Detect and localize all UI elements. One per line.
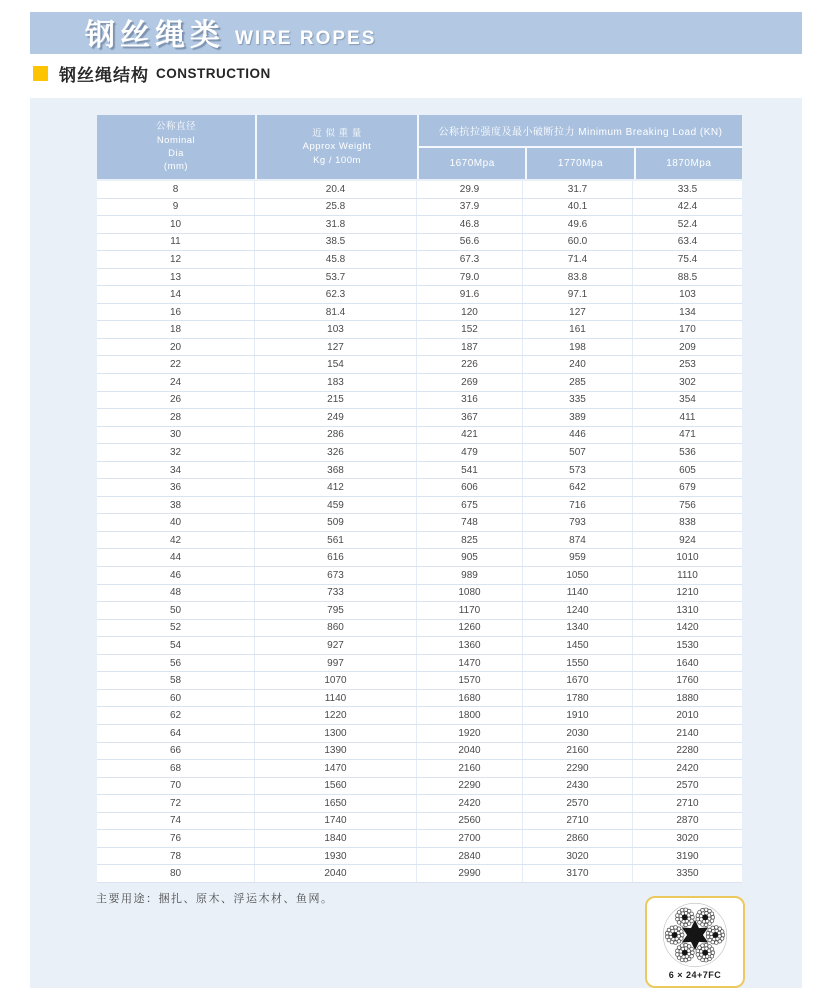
table-cell: 16	[97, 304, 255, 321]
table-cell: 80	[97, 865, 255, 882]
table-cell: 838	[679, 517, 696, 529]
table-cell: 88.5	[677, 271, 698, 283]
table-cell: 2990	[417, 865, 523, 882]
table-cell: 1760	[676, 675, 699, 687]
page-title-en: WIRE ROPES	[235, 28, 377, 49]
table-cell: 989	[417, 567, 523, 584]
table-cell: 2700	[417, 830, 523, 847]
table-row	[97, 199, 742, 217]
table-row	[97, 585, 742, 603]
table-cell: 62.3	[255, 286, 417, 303]
table-cell: 1310	[676, 604, 699, 616]
table-cell: 1570	[417, 672, 523, 689]
table-cell: 161	[523, 321, 633, 338]
table-cell: 286	[255, 427, 417, 444]
table-cell: 479	[417, 444, 523, 461]
table-cell: 68	[97, 760, 255, 777]
table-row	[97, 286, 742, 304]
col-header-line: (mm)	[163, 161, 189, 173]
table-cell: 459	[255, 497, 417, 514]
table-cell: 285	[523, 374, 633, 391]
table-cell: 905	[417, 549, 523, 566]
table-cell: 72	[97, 795, 255, 812]
table-cell: 134	[679, 306, 696, 318]
table-row	[97, 567, 742, 585]
table-cell: 8	[97, 181, 255, 198]
table-cell: 825	[417, 532, 523, 549]
table-cell: 10	[97, 216, 255, 233]
table-cell: 170	[679, 324, 696, 336]
table-cell: 240	[523, 356, 633, 373]
table-cell: 2840	[417, 848, 523, 865]
table-cell: 70	[97, 778, 255, 795]
table-cell: 20.4	[255, 181, 417, 198]
table-cell: 54	[97, 637, 255, 654]
breaking-load-subheaders	[419, 148, 742, 179]
table-cell: 45.8	[255, 251, 417, 268]
table-cell: 2160	[523, 743, 633, 760]
table-cell: 606	[417, 479, 523, 496]
table-cell: 924	[679, 534, 696, 546]
table-cell: 2040	[417, 743, 523, 760]
table-cell: 1450	[523, 637, 633, 654]
table-cell: 64	[97, 725, 255, 742]
table-cell: 1140	[523, 585, 633, 602]
table-cell: 860	[255, 620, 417, 637]
table-cell: 56	[97, 655, 255, 672]
table-cell: 1840	[255, 830, 417, 847]
table-cell: 103	[679, 289, 696, 301]
table-cell: 368	[255, 462, 417, 479]
table-cell: 716	[523, 497, 633, 514]
table-cell: 76	[97, 830, 255, 847]
table-row	[97, 234, 742, 252]
table-cell: 34	[97, 462, 255, 479]
table-cell: 120	[417, 304, 523, 321]
table-cell: 1780	[523, 690, 633, 707]
table-row	[97, 462, 742, 480]
table-cell: 127	[523, 304, 633, 321]
table-cell: 1470	[417, 655, 523, 672]
table-row	[97, 602, 742, 620]
table-cell: 1070	[255, 672, 417, 689]
table-cell: 28	[97, 409, 255, 426]
table-row	[97, 339, 742, 357]
table-cell: 509	[255, 514, 417, 531]
breaking-load-group-label: 公称抗拉强度及最小破断拉力 Minimum Breaking Load (KN)	[419, 115, 742, 146]
table-cell: 874	[523, 532, 633, 549]
table-cell: 2710	[676, 797, 699, 809]
table-cell: 2030	[523, 725, 633, 742]
table-cell: 67.3	[417, 251, 523, 268]
table-cell: 40	[97, 514, 255, 531]
table-cell: 209	[679, 341, 696, 353]
table-row	[97, 374, 742, 392]
table-cell: 13	[97, 269, 255, 286]
col-header-line: 近 似 重 量	[312, 128, 362, 140]
usage-note: 主要用途：捆扎、原木、浮运木材、鱼网。	[96, 893, 334, 905]
table-cell: 561	[255, 532, 417, 549]
table-cell: 1300	[255, 725, 417, 742]
table-cell: 2160	[417, 760, 523, 777]
table-row	[97, 655, 742, 673]
table-cell: 3350	[676, 868, 699, 880]
table-cell: 1880	[676, 692, 699, 704]
table-cell: 226	[417, 356, 523, 373]
table-cell: 1010	[676, 552, 699, 564]
table-cell: 24	[97, 374, 255, 391]
table-cell: 541	[417, 462, 523, 479]
table-row	[97, 269, 742, 287]
table-cell: 756	[679, 499, 696, 511]
table-cell: 733	[255, 585, 417, 602]
table-cell: 63.4	[677, 236, 698, 248]
table-cell: 36	[97, 479, 255, 496]
col-header-line: 公称直径	[155, 121, 196, 133]
table-cell: 50	[97, 602, 255, 619]
table-row	[97, 392, 742, 410]
table-row	[97, 743, 742, 761]
table-cell: 40.1	[523, 199, 633, 216]
table-cell: 1240	[523, 602, 633, 619]
table-cell: 44	[97, 549, 255, 566]
subheader-1770mpa: 1770Mpa	[527, 148, 633, 179]
table-cell: 79.0	[417, 269, 523, 286]
col-header-breaking-load-group	[419, 115, 742, 179]
table-cell: 1080	[417, 585, 523, 602]
table-cell: 9	[97, 199, 255, 216]
table-row	[97, 725, 742, 743]
table-cell: 127	[255, 339, 417, 356]
table-cell: 573	[523, 462, 633, 479]
table-cell: 2570	[523, 795, 633, 812]
table-cell: 52.4	[677, 218, 698, 230]
table-row	[97, 760, 742, 778]
table-cell: 154	[255, 356, 417, 373]
table-row	[97, 181, 742, 199]
table-cell: 29.9	[417, 181, 523, 198]
table-cell: 91.6	[417, 286, 523, 303]
table-cell: 2420	[676, 762, 699, 774]
table-cell: 367	[417, 409, 523, 426]
table-cell: 49.6	[523, 216, 633, 233]
table-cell: 249	[255, 409, 417, 426]
table-cell: 316	[417, 392, 523, 409]
table-cell: 60.0	[523, 234, 633, 251]
table-cell: 335	[523, 392, 633, 409]
table-cell: 1210	[676, 587, 699, 599]
table-cell: 1800	[417, 707, 523, 724]
table-cell: 997	[255, 655, 417, 672]
table-row	[97, 620, 742, 638]
table-row	[97, 321, 742, 339]
table-row	[97, 690, 742, 708]
table-cell: 215	[255, 392, 417, 409]
subheader-1870mpa: 1870Mpa	[636, 148, 742, 179]
table-cell: 2280	[676, 745, 699, 757]
section-title-en: CONSTRUCTION	[156, 66, 271, 81]
rope-cross-section-icon	[661, 901, 729, 969]
table-row	[97, 778, 742, 796]
table-cell: 1670	[523, 672, 633, 689]
table-cell: 31.7	[523, 181, 633, 198]
table-cell: 3170	[523, 865, 633, 882]
table-cell: 642	[523, 479, 633, 496]
table-cell: 1110	[677, 569, 698, 581]
table-cell: 1550	[523, 655, 633, 672]
table-cell: 14	[97, 286, 255, 303]
table-row	[97, 251, 742, 269]
col-header-line: Approx Weight	[302, 141, 372, 153]
table-cell: 471	[679, 429, 696, 441]
table-row	[97, 637, 742, 655]
table-cell: 62	[97, 707, 255, 724]
table-cell: 673	[255, 567, 417, 584]
table-cell: 793	[523, 514, 633, 531]
table-cell: 1140	[255, 690, 417, 707]
table-cell: 31.8	[255, 216, 417, 233]
table-cell: 42	[97, 532, 255, 549]
table-cell: 1170	[417, 602, 523, 619]
table-cell: 253	[679, 359, 696, 371]
table-cell: 37.9	[417, 199, 523, 216]
table-cell: 1560	[255, 778, 417, 795]
table-cell: 3190	[676, 850, 699, 862]
table-cell: 748	[417, 514, 523, 531]
table-cell: 679	[679, 482, 696, 494]
spec-table	[97, 115, 742, 883]
col-header-line: Dia	[168, 148, 184, 159]
table-cell: 2010	[676, 710, 699, 722]
table-cell: 46	[97, 567, 255, 584]
section-heading	[33, 61, 271, 86]
table-row	[97, 304, 742, 322]
table-row	[97, 427, 742, 445]
table-cell: 2430	[523, 778, 633, 795]
table-cell: 198	[523, 339, 633, 356]
table-cell: 11	[97, 234, 255, 251]
table-cell: 1340	[523, 620, 633, 637]
table-row	[97, 479, 742, 497]
table-cell: 2870	[676, 815, 699, 827]
table-cell: 421	[417, 427, 523, 444]
table-cell: 38.5	[255, 234, 417, 251]
table-cell: 2860	[523, 830, 633, 847]
table-cell: 1470	[255, 760, 417, 777]
table-cell: 2140	[676, 727, 699, 739]
table-row	[97, 216, 742, 234]
table-cell: 1740	[255, 813, 417, 830]
table-cell: 58	[97, 672, 255, 689]
rope-construction-label: 6 × 24+7FC	[668, 970, 722, 980]
table-cell: 2710	[523, 813, 633, 830]
table-cell: 1910	[523, 707, 633, 724]
table-row	[97, 549, 742, 567]
table-row	[97, 409, 742, 427]
table-cell: 26	[97, 392, 255, 409]
table-cell: 2290	[523, 760, 633, 777]
table-cell: 616	[255, 549, 417, 566]
table-cell: 66	[97, 743, 255, 760]
table-cell: 74	[97, 813, 255, 830]
table-body	[97, 181, 742, 883]
table-cell: 927	[255, 637, 417, 654]
table-cell: 30	[97, 427, 255, 444]
table-cell: 1390	[255, 743, 417, 760]
table-cell: 675	[417, 497, 523, 514]
yellow-square-bullet-icon	[33, 66, 48, 81]
page-title-cn: 钢丝绳类	[85, 19, 225, 52]
table-cell: 183	[255, 374, 417, 391]
table-cell: 1650	[255, 795, 417, 812]
table-cell: 75.4	[677, 253, 698, 265]
table-cell: 2420	[417, 795, 523, 812]
col-header-nominal-dia	[97, 115, 255, 179]
table-cell: 187	[417, 339, 523, 356]
table-cell: 795	[255, 602, 417, 619]
table-cell: 507	[523, 444, 633, 461]
table-cell: 46.8	[417, 216, 523, 233]
table-cell: 3020	[676, 833, 699, 844]
table-cell: 605	[679, 464, 696, 476]
table-cell: 22	[97, 356, 255, 373]
table-cell: 1640	[676, 657, 699, 669]
table-cell: 1360	[417, 637, 523, 654]
table-cell: 78	[97, 848, 255, 865]
page-banner	[30, 12, 802, 54]
table-cell: 60	[97, 690, 255, 707]
table-cell: 1420	[676, 622, 699, 634]
table-cell: 269	[417, 374, 523, 391]
table-cell: 18	[97, 321, 255, 338]
table-cell: 326	[255, 444, 417, 461]
subheader-1670mpa: 1670Mpa	[419, 148, 525, 179]
table-cell: 446	[523, 427, 633, 444]
table-row	[97, 848, 742, 866]
table-header	[97, 115, 742, 179]
table-cell: 1920	[417, 725, 523, 742]
table-row	[97, 514, 742, 532]
table-cell: 81.4	[255, 304, 417, 321]
table-cell: 52	[97, 620, 255, 637]
table-cell: 25.8	[255, 199, 417, 216]
table-cell: 103	[255, 321, 417, 338]
table-cell: 83.8	[523, 269, 633, 286]
table-cell: 2560	[417, 813, 523, 830]
table-cell: 56.6	[417, 234, 523, 251]
table-row	[97, 813, 742, 831]
table-cell: 302	[679, 376, 696, 388]
table-cell: 354	[679, 394, 696, 406]
table-cell: 1260	[417, 620, 523, 637]
table-row	[97, 497, 742, 515]
table-cell: 32	[97, 444, 255, 461]
table-cell: 1050	[523, 567, 633, 584]
table-cell: 3020	[523, 848, 633, 865]
table-cell: 1530	[676, 639, 699, 651]
col-header-line: Kg / 100m	[313, 154, 361, 166]
table-cell: 1930	[255, 848, 417, 865]
table-cell: 48	[97, 585, 255, 602]
table-cell: 959	[523, 549, 633, 566]
table-cell: 12	[97, 251, 255, 268]
table-cell: 38	[97, 497, 255, 514]
table-cell: 411	[679, 411, 696, 423]
rope-diagram-box	[645, 896, 745, 988]
table-cell: 2290	[417, 778, 523, 795]
table-cell: 20	[97, 339, 255, 356]
table-cell: 389	[523, 409, 633, 426]
table-cell: 97.1	[523, 286, 633, 303]
table-row	[97, 672, 742, 690]
table-cell: 71.4	[523, 251, 633, 268]
table-cell: 53.7	[255, 269, 417, 286]
table-cell: 2040	[255, 865, 417, 882]
table-row	[97, 356, 742, 374]
section-title-cn: 钢丝绳结构	[59, 66, 149, 85]
table-cell: 33.5	[677, 183, 698, 195]
table-cell: 536	[679, 446, 696, 458]
table-row	[97, 865, 742, 883]
table-row	[97, 532, 742, 550]
table-cell: 1220	[255, 707, 417, 724]
col-header-approx-weight	[257, 115, 417, 179]
table-row	[97, 444, 742, 462]
table-row	[97, 830, 742, 848]
table-cell: 2570	[676, 780, 699, 792]
table-row	[97, 707, 742, 725]
col-header-line: Nominal	[156, 134, 196, 146]
table-cell: 152	[417, 321, 523, 338]
table-cell: 412	[255, 479, 417, 496]
table-row	[97, 795, 742, 813]
table-cell: 42.4	[677, 201, 698, 213]
table-cell: 1680	[417, 690, 523, 707]
